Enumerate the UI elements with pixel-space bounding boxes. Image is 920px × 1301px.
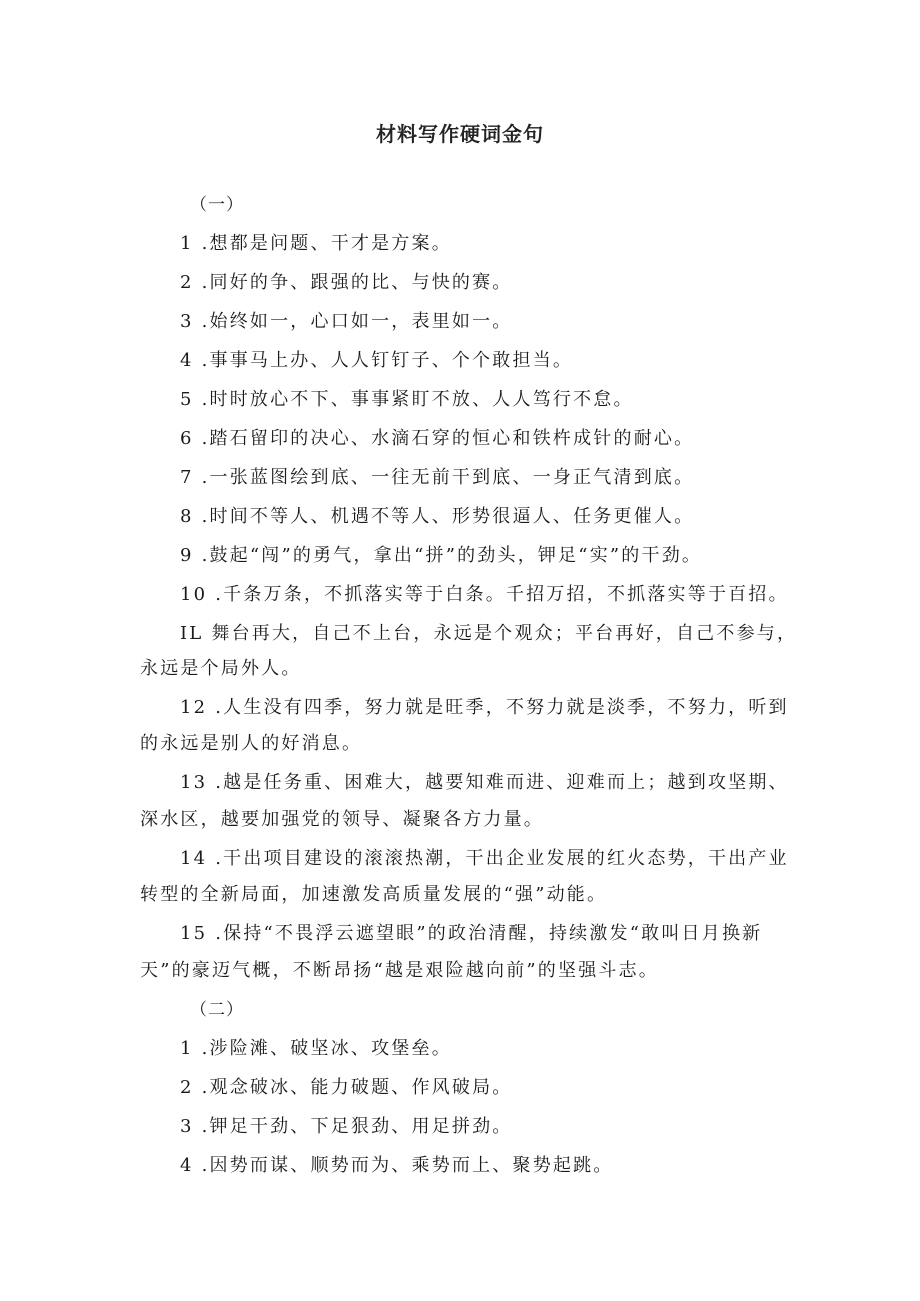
list-item: 1 .涉险滩、破坚冰、攻堡垒。 <box>180 1038 452 1059</box>
section-heading-2: （二） <box>190 1000 244 1020</box>
list-item-continuation: 深水区，越要加强党的领导、凝聚各方力量。 <box>140 809 544 830</box>
list-item: 4 .因势而谋、顺势而为、乘势而上、聚势起跳。 <box>180 1155 614 1176</box>
list-item: 2 .观念破冰、能力破题、作风破局。 <box>180 1077 513 1098</box>
list-item: 3 .始终如一，心口如一，表里如一。 <box>180 311 513 332</box>
list-item: 9 .鼓起“闯”的勇气，拿出“拼”的劲头，钾足“实”的干劲。 <box>180 545 703 566</box>
list-item: 15 .保持“不畏浮云遮望眼”的政治清醒，持续激发“敢叫日月换新 <box>180 923 763 944</box>
list-item: 8 .时间不等人、机遇不等人、形势很逼人、任务更催人。 <box>180 506 695 527</box>
list-item: 14 .干出项目建设的滚滚热潮，干出企业发展的红火态势，干出产业 <box>180 848 789 869</box>
list-item-continuation: 的永远是别人的好消息。 <box>140 733 363 754</box>
list-item: 2 .同好的争、跟强的比、与快的赛。 <box>180 272 513 293</box>
list-item: 7 .一张蓝图绘到底、一往无前干到底、一身正气清到底。 <box>180 467 695 488</box>
list-item: 1 .想都是问题、干才是方案。 <box>180 233 452 254</box>
section-heading-1: （一） <box>190 195 244 215</box>
list-item: 13 .越是任务重、困难大，越要知难而进、迎难而上；越到攻坚期、 <box>180 772 789 793</box>
list-item: 5 .时时放心不下、事事紧盯不放、人人笃行不怠。 <box>180 389 634 410</box>
list-item: 6 .踏石留印的决心、水滴石穿的恒心和铁杵成针的耐心。 <box>180 428 695 449</box>
list-item: 12 .人生没有四季，努力就是旺季，不努力就是淡季，不努力，听到 <box>180 697 789 718</box>
document-title: 材料写作硬词金句 <box>376 122 544 146</box>
list-item: 3 .钾足干劲、下足狠劲、用足拼劲。 <box>180 1116 513 1137</box>
list-item-continuation: 转型的全新局面，加速激发高质量发展的“强”动能。 <box>140 884 608 905</box>
list-item: 4 .事事马上办、人人钉钉子、个个敢担当。 <box>180 350 574 371</box>
list-item-continuation: 天”的豪迈气概，不断昂扬“越是艰险越向前”的坚强斗志。 <box>140 960 660 981</box>
list-item: 10 .千条万条，不抓落实等于白条。千招万招，不抓落实等于百招。 <box>180 584 789 605</box>
list-item-continuation: 永远是个局外人。 <box>140 658 302 679</box>
list-item: IL 舞台再大，自己不上台，永远是个观众；平台再好，自己不参与， <box>180 623 798 644</box>
